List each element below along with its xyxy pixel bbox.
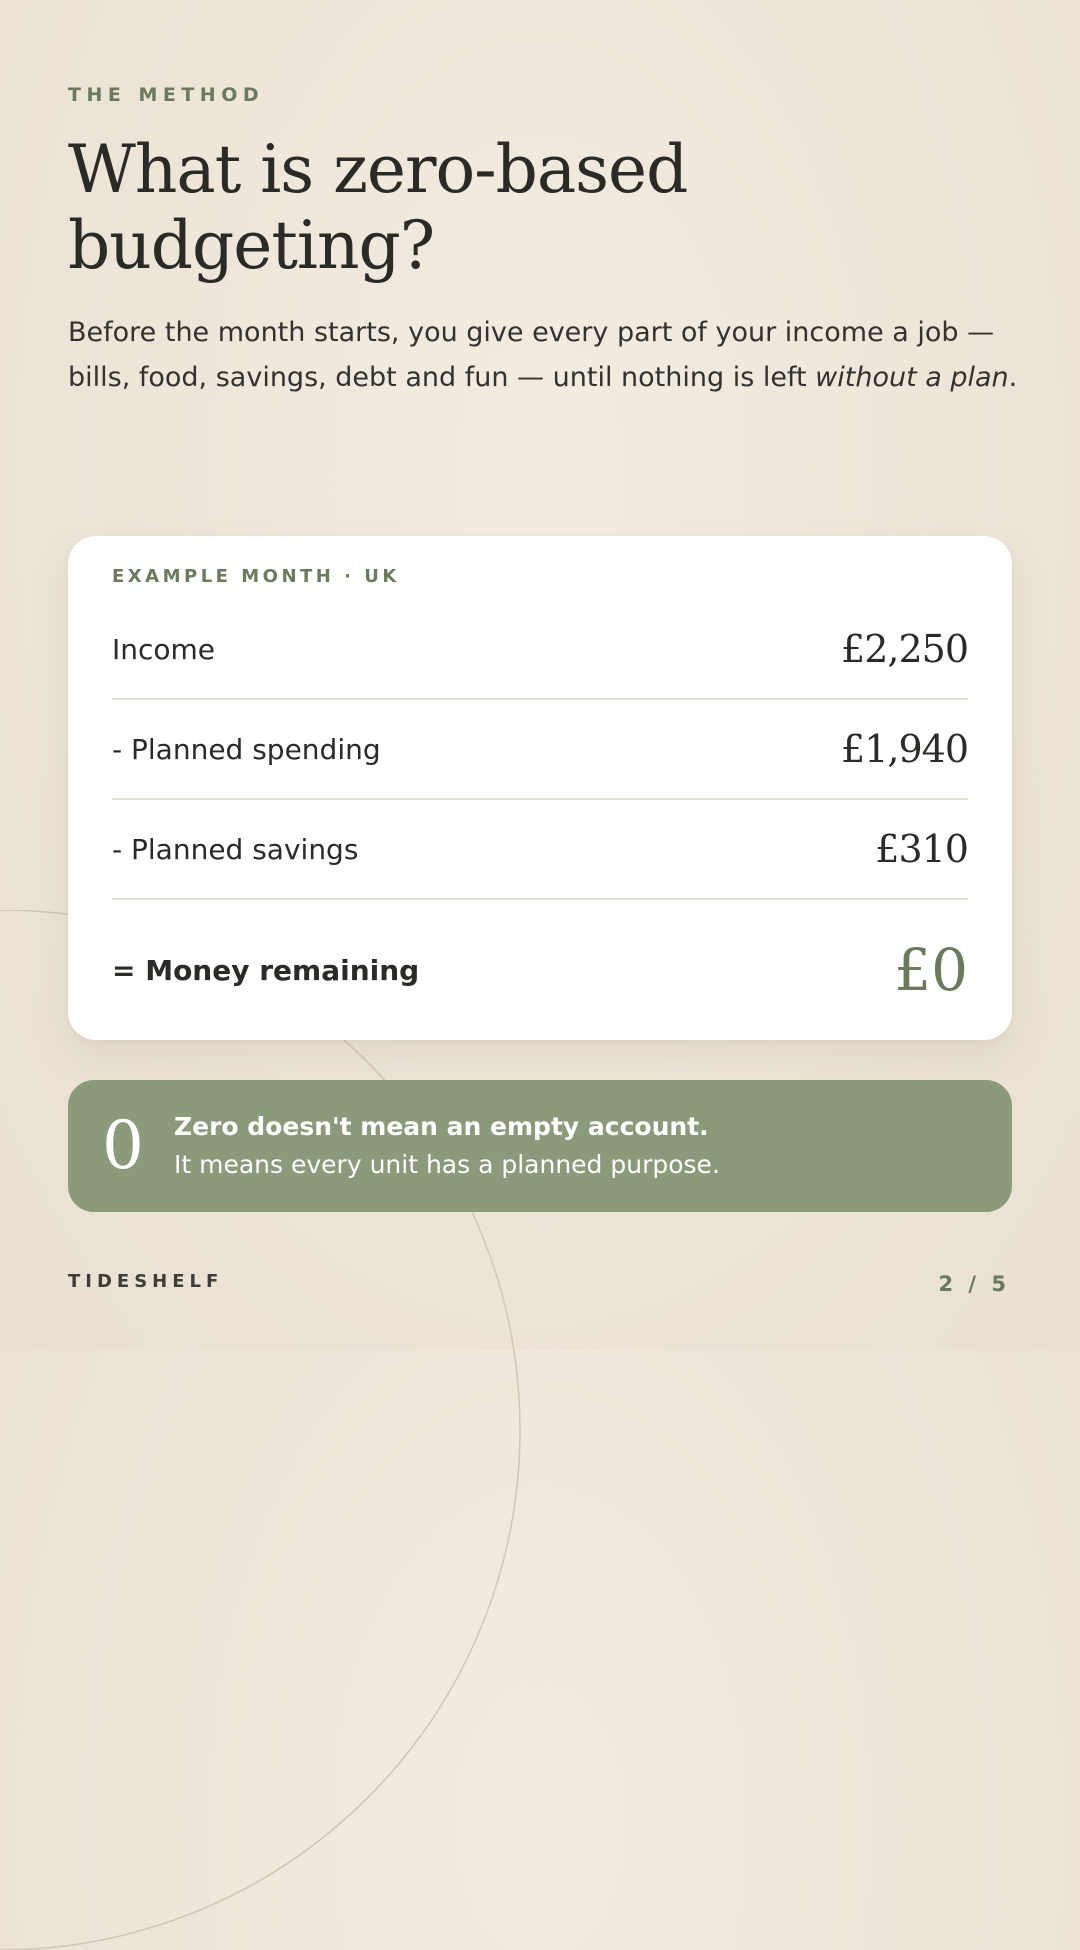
callout-headline: Zero doesn't mean an empty account. xyxy=(174,1112,709,1141)
section-eyebrow: THE METHOD xyxy=(68,84,265,106)
zero-glyph: 0 xyxy=(102,1107,144,1184)
total-label: = Money remaining xyxy=(112,953,420,987)
intro-paragraph xyxy=(68,310,1018,400)
card-label: EXAMPLE MONTH · UK xyxy=(112,566,400,587)
page-indicator: 2 / 5 xyxy=(938,1272,1010,1296)
callout-text xyxy=(174,1108,720,1184)
decorative-arc xyxy=(0,910,960,1950)
intro-end: . xyxy=(1008,362,1018,393)
budget-row-income xyxy=(112,600,968,700)
zero-callout xyxy=(68,1080,1012,1212)
budget-row-total xyxy=(112,900,968,1040)
row-value: £1,940 xyxy=(841,727,968,771)
total-value: £0 xyxy=(894,936,968,1004)
brand-wordmark: TIDESHELF xyxy=(68,1271,224,1292)
example-budget-card xyxy=(68,536,1012,1040)
intro-text: Before the month starts, you give every part of your income a job — bills, food, savings, debt and fun — until nothing is left xyxy=(68,317,995,393)
row-value: £2,250 xyxy=(841,627,968,671)
budget-row-savings xyxy=(112,800,968,900)
budget-row-spending xyxy=(112,700,968,800)
row-label: - Planned spending xyxy=(112,732,381,766)
row-label: Income xyxy=(112,632,216,666)
row-label: - Planned savings xyxy=(112,832,359,866)
intro-emphasis: without a plan xyxy=(815,362,1009,393)
callout-body: It means every unit has a planned purpose. xyxy=(174,1150,720,1179)
page-title: What is zero-based budgeting? xyxy=(68,131,688,284)
row-value: £310 xyxy=(875,827,968,871)
